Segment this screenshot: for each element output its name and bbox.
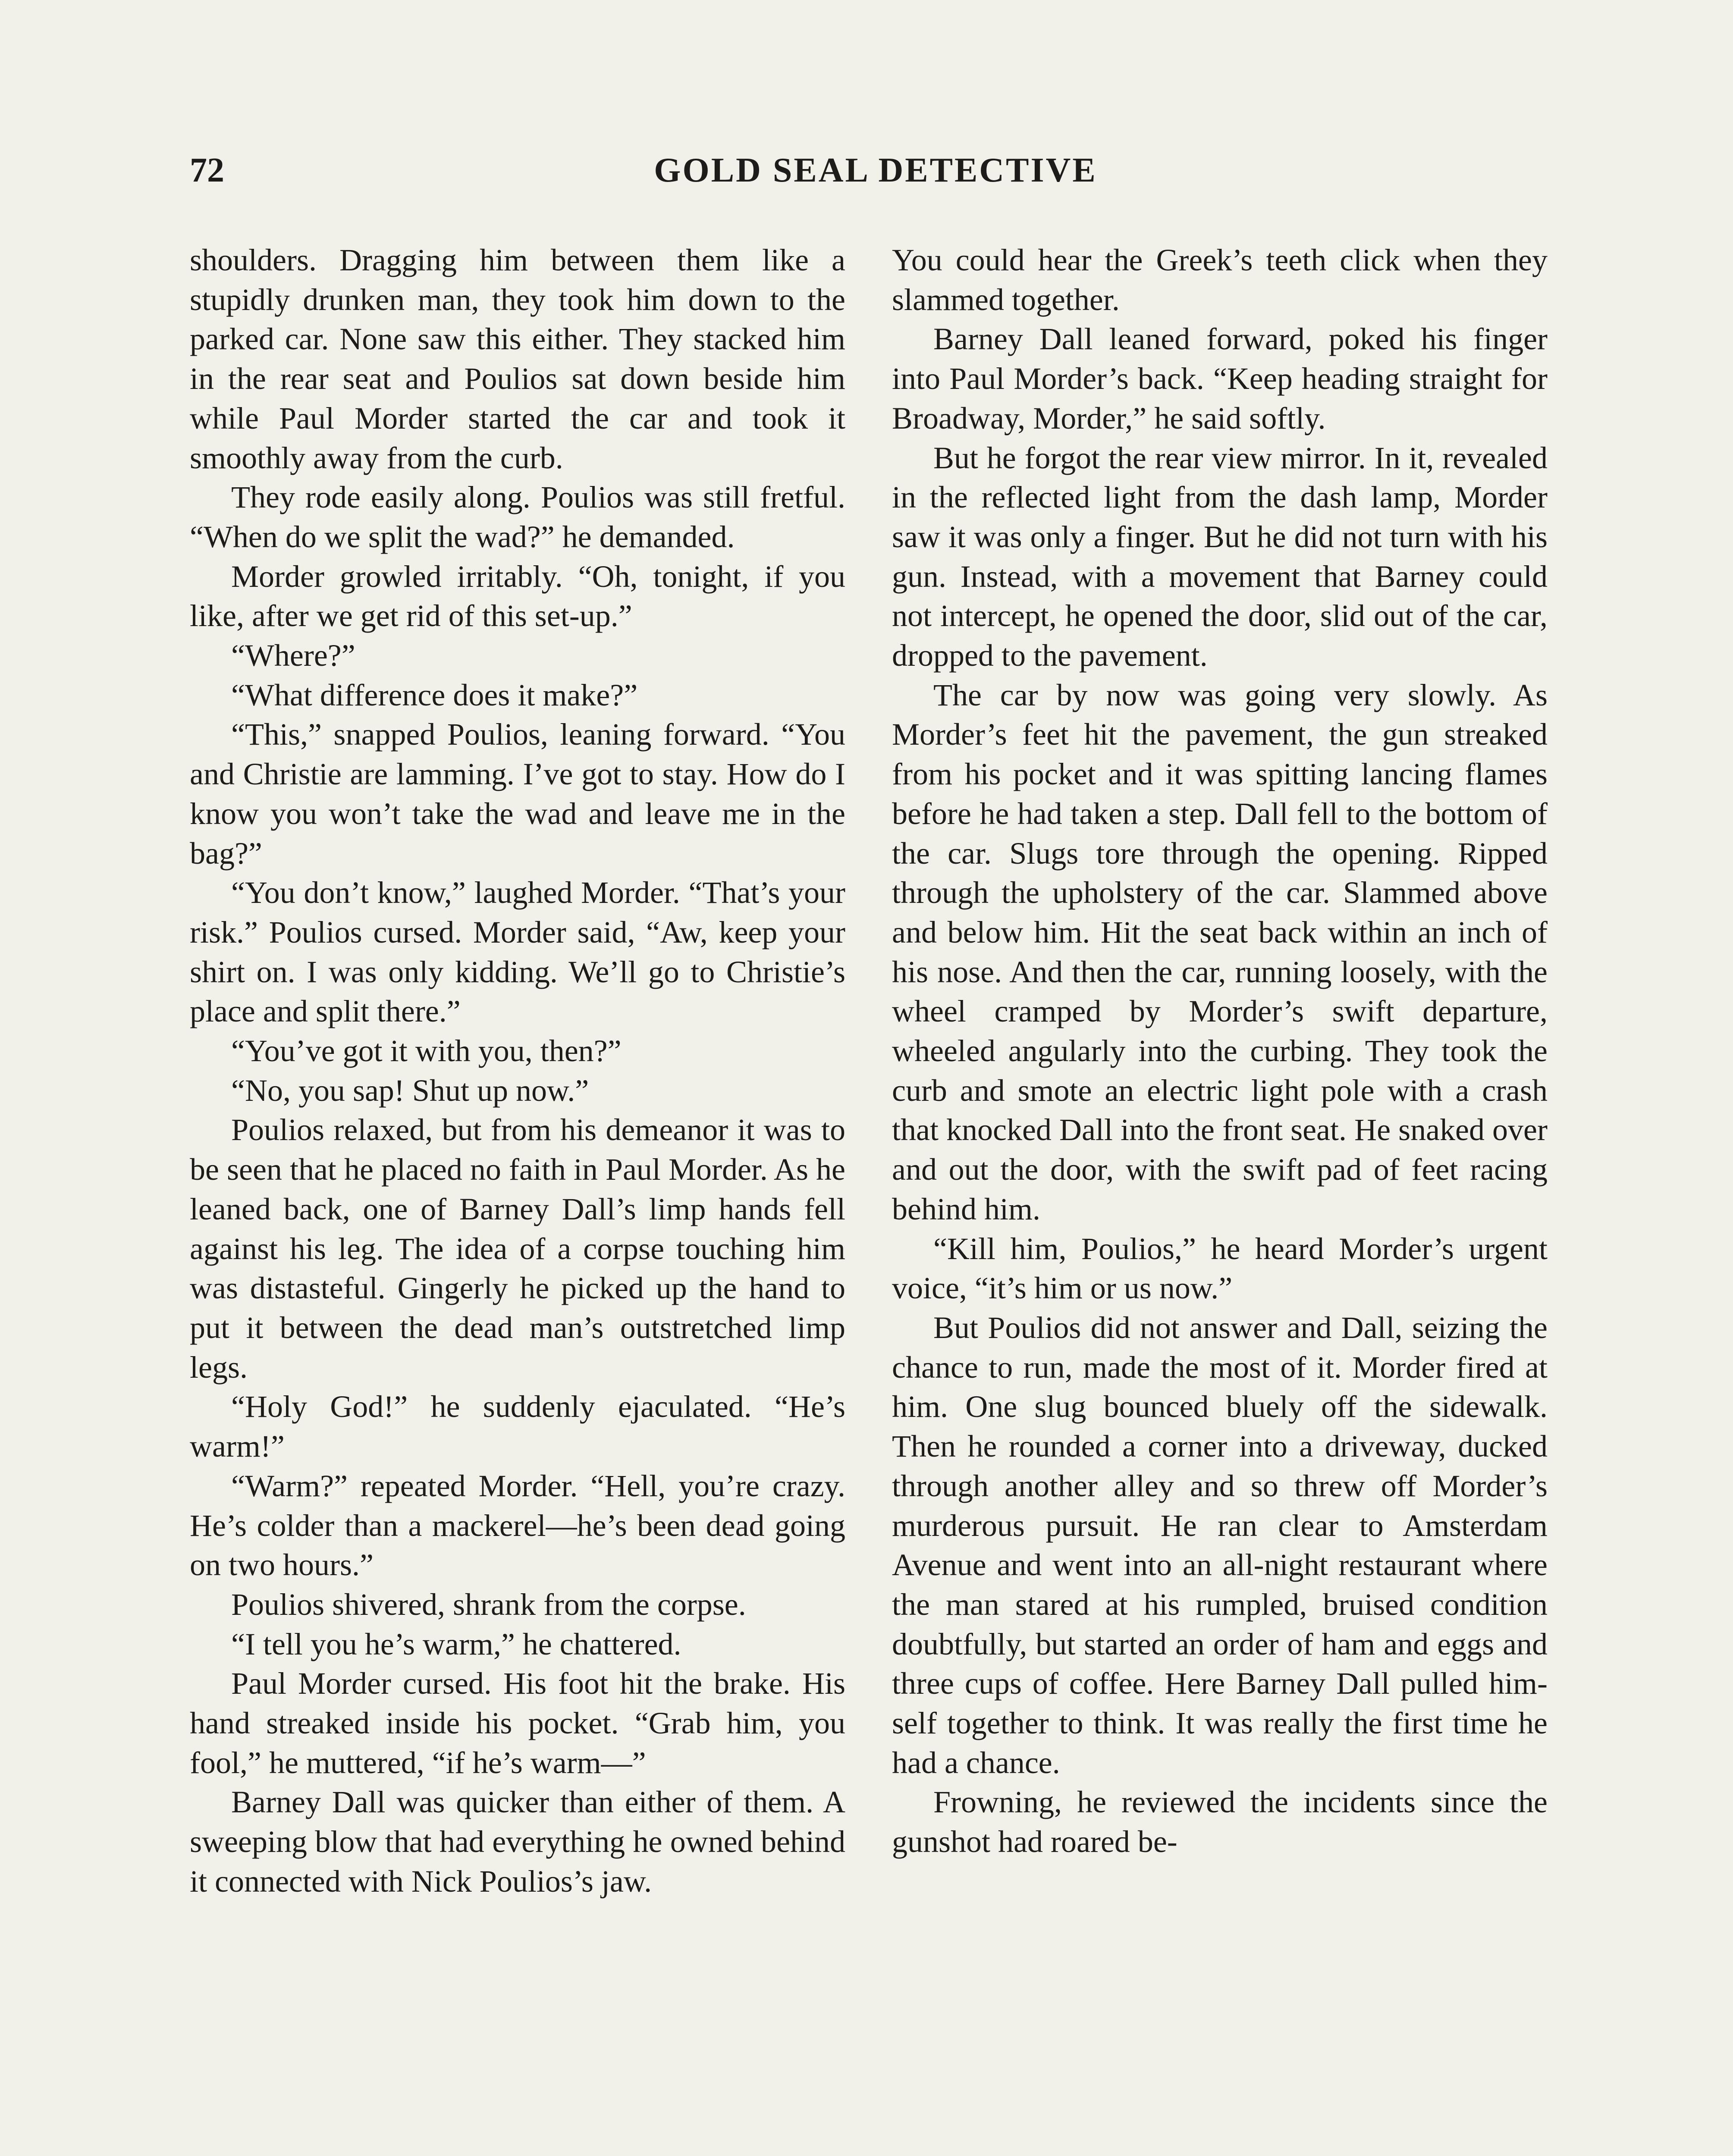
paragraph: They rode easily along. Poulios was still fretful. “When do we split the wad?” he demanded. [190, 480, 845, 554]
paragraph: Poulios shivered, shrank from the corpse. [231, 1587, 746, 1622]
paragraph: “No, you sap! Shut up now.” [231, 1073, 589, 1108]
paragraph: Frowning, he reviewed the incidents since the gunshot had roared be- [892, 1785, 1548, 1859]
paragraph: “Where?” [231, 638, 355, 673]
paragraph: shoulders. Dragging him between them like a stupidly drunken man, they took him down to the parked car. None saw this either. They stacked him in the rear seat and Poulios sat down beside him while Paul Morder started the car and took it smoothly away from the curb. [190, 243, 845, 475]
paragraph: Paul Morder cursed. His foot hit the brake. His hand streaked inside his pocket. “Grab him, you fool,” he muttered, “if he’s warm—” [190, 1666, 845, 1780]
running-title: GOLD SEAL DETECTIVE [654, 151, 1097, 189]
text-column-left [190, 241, 845, 1902]
paragraph: Barney Dall was quicker than either of them. A sweeping blow that had everything he owned behind it connected with Nick Poulios’s jaw. [190, 1785, 845, 1899]
paragraph: “What difference does it make?” [231, 677, 638, 712]
paragraph: Morder growled irritably. “Oh, tonight, if you like, after we get rid of this set-up.” [190, 559, 845, 633]
paragraph: “You don’t know,” laughed Morder. “That’s your risk.” Poulios cursed. Morder said, “Aw, keep your shirt on. I was only kidding. We’ll go to Christie’s place and split there.” [190, 875, 845, 1029]
page-number: 72 [190, 151, 224, 189]
paragraph: “Holy God!” he suddenly ejaculated. “He’s warm!” [190, 1389, 845, 1464]
paragraph: “You’ve got it with you, then?” [231, 1034, 622, 1069]
paragraph: “This,” snapped Poulios, leaning forward. “You and Christie are lamming. I’ve got to stay. How do I know you won’t take the wad and leave me in the bag?” [190, 717, 845, 871]
paragraph: You could hear the Greek’s teeth click when they slammed together. [892, 243, 1548, 317]
paragraph: “I tell you he’s warm,” he chattered. [231, 1626, 681, 1661]
paragraph: Poulios relaxed, but from his demeanor it was to be seen that he placed no faith in Paul Morder. As he leaned back, one of Barney Dall’s limp hands fell against his leg. The idea of a corpse touching him was distasteful. Gingerly he picked up the hand to put it between the dead man’s outstretched limp legs. [190, 1112, 845, 1385]
paragraph: The car by now was going very slowly. As Morder’s feet hit the pavement, the gun streaked from his pocket and it was spitting lancing flames before he had taken a step. Dall fell to the bottom of the car. Slugs tore through the opening. Ripped through the upholstery of the car. Slammed above and below him. Hit the seat back within an inch of his nose. And then the car, running loosely, with the wheel cramped by Morder’s swift departure, wheeled angularly into the curbing. They took the curb and smote an electric light pole with a crash that knocked Dall into the front seat. He snaked over and out the door, with the swift pad of feet racing behind him. [892, 677, 1548, 1226]
paragraph: But he forgot the rear view mirror. In it, revealed in the reflected light from the dash lamp, Morder saw it was only a finger. But he did not turn with his gun. Instead, with a movement that Barney could not intercept, he opened the door, slid out of the car, dropped to the pavement. [892, 440, 1548, 673]
text-column-right [892, 241, 1548, 1862]
paragraph: “Kill him, Poulios,” he heard Morder’s urgent voice, “it’s him or us now.” [892, 1231, 1548, 1306]
paragraph: Barney Dall leaned forward, poked his finger into Paul Morder’s back. “Keep heading straight for Broadway, Morder,” he said softly. [892, 322, 1548, 436]
paragraph: But Poulios did not answer and Dall, seizing the chance to run, made the most of it. Morder fired at him. One slug bounced bluely off the sidewalk. Then he rounded a corner into a driveway, ducked through another alley and so threw off Morder’s murderous pursuit. He ran clear to Amsterdam Avenue and went into an all-night restaurant where the man stared at his rumpled, bruised condition doubtfully, but started an order of ham and eggs and three cups of coffee. Here Barney Dall pulled himself together to think. It was really the first time he had a chance. [892, 1310, 1548, 1780]
paragraph: “Warm?” repeated Morder. “Hell, you’re crazy. He’s colder than a mackerel—he’s been dead going on two hours.” [190, 1468, 845, 1583]
